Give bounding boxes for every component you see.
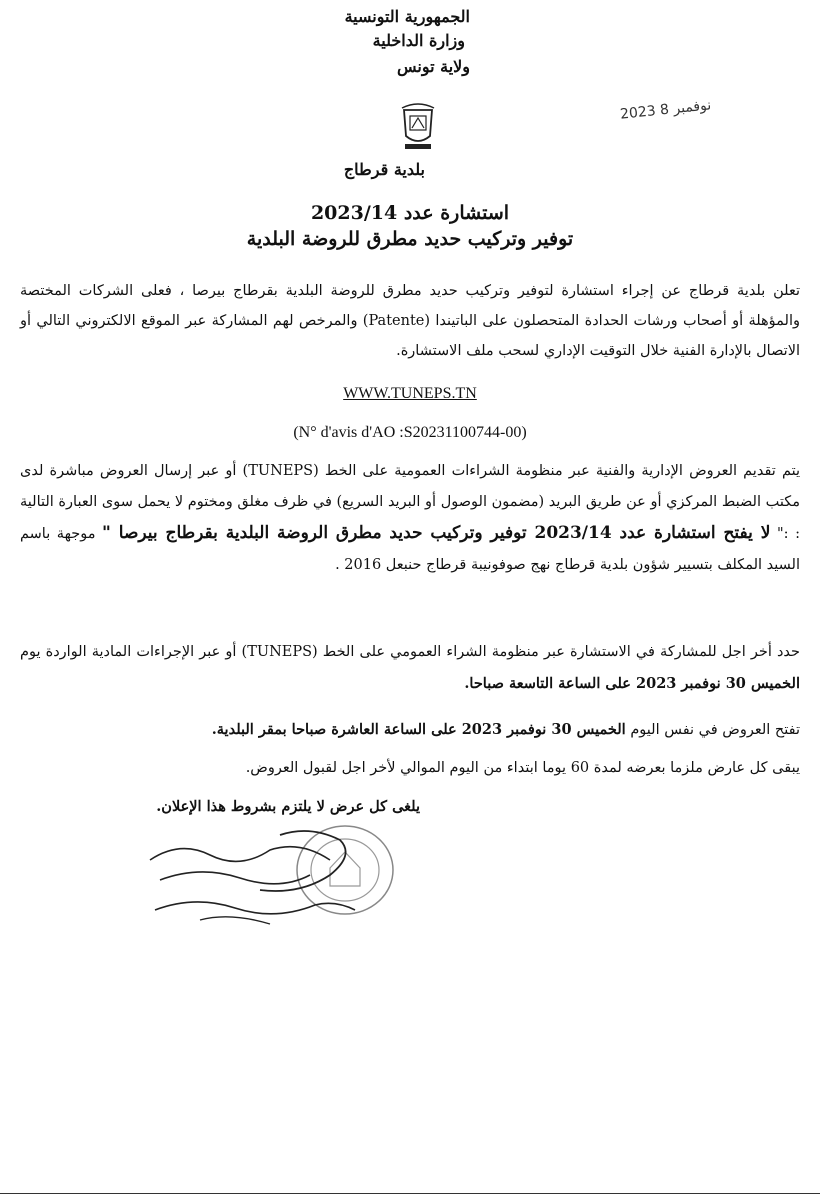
- governorate-header: ولاية تونس: [396, 57, 470, 76]
- validity-line: يبقى كل عارض ملزما بعرضه لمدة 60 يوما ابتداء من اليوم الموالي لأخر اجل لقبول العروض.: [245, 760, 800, 776]
- opening-line: [20, 718, 800, 742]
- page-bottom-rule: [0, 1193, 820, 1194]
- envelope-label: لا يفتح استشارة عدد 2023/14 توفير وتركيب حديد مطرق الروضة البلدية بقرطاج بيرصا ": [102, 523, 771, 543]
- submission-address: موجهة باسم السيد المكلف بتسيير شؤون بلدية قرطاج نهج صوفونيبة قرطاج حنبعل 2016 .: [20, 526, 800, 573]
- opening-date: الخميس 30 نوفمبر 2023 على الساعة العاشرة صباحا بمقر البلدية.: [211, 721, 626, 738]
- deadline-text: حدد أخر اجل للمشاركة في الاستشارة عبر منظومة الشراء العمومي على الخط (TUNEPS) أو عبر الإجراءات المادية الواردة يوم: [20, 644, 800, 660]
- avis-number: (N° d'avis d'AO :S20231100744-00): [293, 424, 527, 441]
- deadline-date: الخميس 30 نوفمبر 2023 على الساعة التاسعة صباحا.: [464, 675, 800, 692]
- municipal-seal-icon: [396, 100, 440, 152]
- deadline-paragraph: [20, 636, 800, 700]
- submission-paragraph: [20, 456, 800, 581]
- opening-text: تفتح العروض في نفس اليوم: [630, 722, 800, 738]
- ministry-header: وزارة الداخلية: [372, 31, 465, 50]
- signature-icon: [140, 820, 370, 930]
- consultation-number: استشارة عدد 2023/14: [310, 202, 510, 224]
- handwritten-date: 2023 نوفمبر 8: [619, 97, 712, 123]
- intro-paragraph: تعلن بلدية قرطاج عن إجراء استشارة لتوفير وتركيب حديد مطرق للروضة البلدية بقرطاج بيرصا ، فعلى الشركات المختصة والمؤهلة أو أصحاب ورشات الحدادة المتحصلون على الباتيندا (Patente) والمرخص لهم المشاركة عبر الموقع الالكتروني التالي أو الاتصال بالإدارة الفنية خلال التوقيت الإداري لسحب ملف الاستشارة.: [20, 283, 800, 359]
- rejection-notice: يلغى كل عرض لا يلتزم بشروط هذا الإعلان.: [156, 798, 420, 815]
- submission-text: يتم تقديم العروض الإدارية والفنية عبر منظومة الشراءات العمومية على الخط (TUNEPS) أو عبر إرسال العروض مباشرة لدى مكتب الضبط المركزي أو عن طريق البريد (مضمون الوصول أو البريد السريع) في ظرف مغلق ومختوم لا يحمل سوى العبارة التالية : :": [20, 463, 801, 542]
- republic-header: الجمهورية التونسية: [344, 7, 470, 26]
- municipality-name: بلدية قرطاج: [343, 160, 425, 179]
- tuneps-website-link[interactable]: WWW.TUNEPS.TN: [343, 385, 477, 402]
- consultation-subject: توفير وتركيب حديد مطرق للروضة البلدية: [246, 228, 574, 250]
